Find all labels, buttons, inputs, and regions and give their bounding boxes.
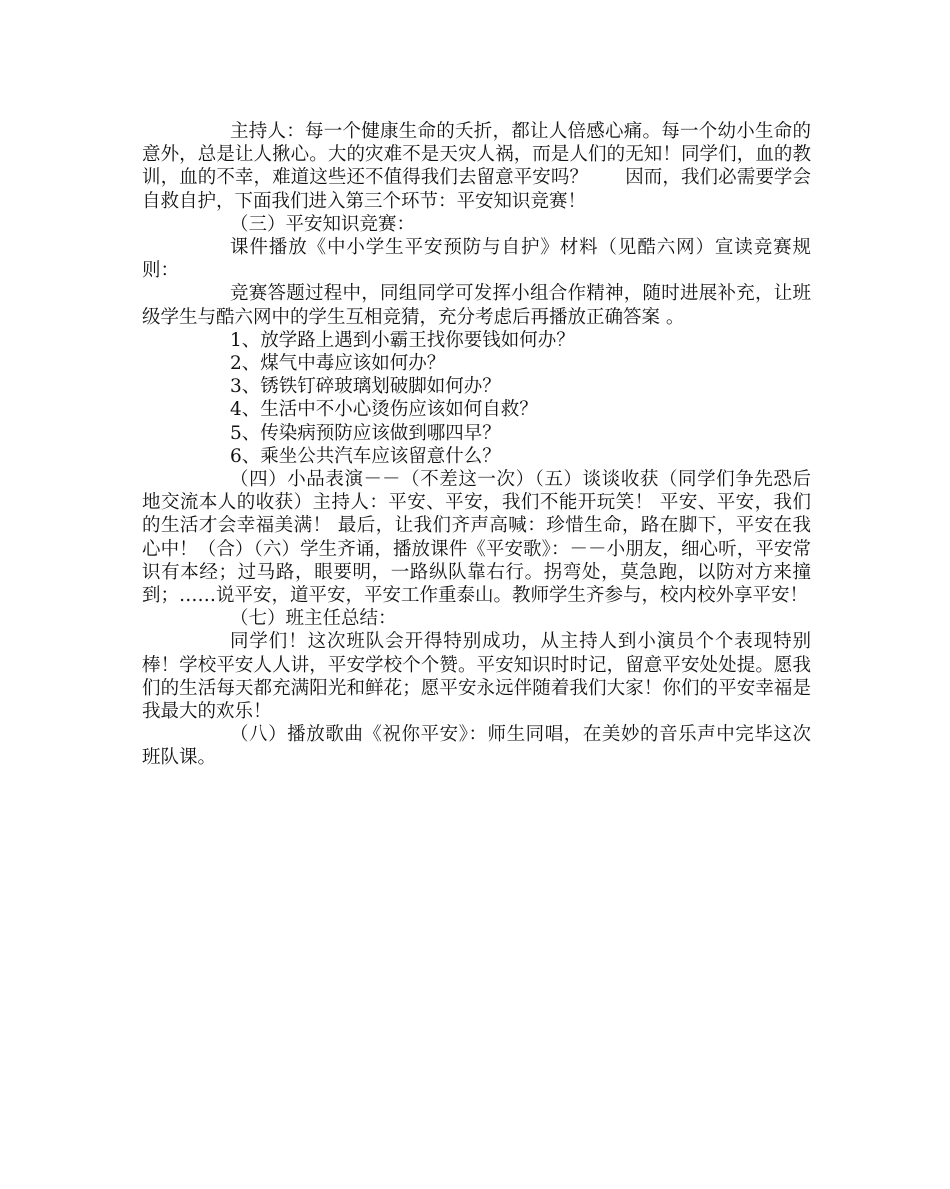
question-item: 5、传染病预防应该做到哪四早？	[230, 422, 501, 444]
question-item: 2、煤气中毒应该如何办？	[230, 353, 446, 375]
paragraph-song: （八）播放歌曲《祝你平安》：师生同唱，在美妙的音乐声中完毕这次班队课。	[142, 724, 811, 769]
paragraph-rules: 竞赛答题过程中，同组同学可发挥小组合作精神，随时进展补充，让班级学生与酷六网中的学生互相竞猜，充分考虑后再播放正确答案 。	[142, 283, 811, 328]
question-item: 6、乘坐公共汽车应该留意什么？	[230, 445, 501, 467]
paragraph-courseware: 课件播放《中小学生平安预防与自护》材料（见酷六网）宣读竞赛规则：	[142, 237, 811, 282]
paragraph-teacher-summary: 同学们！这次班队会开得特别成功，从主持人到小演员个个表现特别棒！学校平安人人讲，平安学校个个赞。平安知识时时记，留意平安处处提。愿我们的生活每天都充满阳光和鲜花；愿平安永远伴随着我们大家！你们的平安幸福是我最大的欢乐！	[142, 631, 811, 723]
question-item: 1、放学路上遇到小霸王找你要钱如何办？	[230, 329, 575, 351]
paragraph-host-intro: 主持人：每一个健康生命的夭折，都让人倍感心痛。每一个幼小生命的意外，总是让人揪心。大的灾难不是天灾人祸，而是人们的无知！同学们，血的教训，血的不幸，难道这些还不值得我们去留意平安吗？ 因而，我们必需要学会自救自护，下面我们进入第三个环节：平安知识竞赛！	[142, 121, 811, 212]
question-item: 4、生活中不小心烫伤应该如何自救？	[230, 399, 538, 421]
heading-section-7: （七）班主任总结：	[230, 608, 397, 630]
question-item: 3、锈铁钉碎玻璃划破脚如何办？	[230, 376, 501, 398]
heading-section-3: （三）平安知识竞赛：	[230, 213, 416, 235]
paragraph-skit-and-poem: （四）小品表演－－（不差这一次）（五）谈谈收获（同学们争先恐后地交流本人的收获）主持人：平安、平安，我们不能开玩笑！ 平安、平安，我们的生活才会幸福美满！ 最后，让我们齐声高喊：珍惜生命，路在脚下，平安在我心中！（合）（六）学生齐诵，播放课件《平安歌》：－－小朋友，细心听，平安常识有本经；过马路，眼要明，一路纵队靠右行。拐弯处，莫急跑，以防对方来撞到；……说平安，道平安，平安工作重泰山。教师学生齐参与，校内校外享平安！	[142, 469, 811, 607]
document-page	[142, 120, 811, 770]
